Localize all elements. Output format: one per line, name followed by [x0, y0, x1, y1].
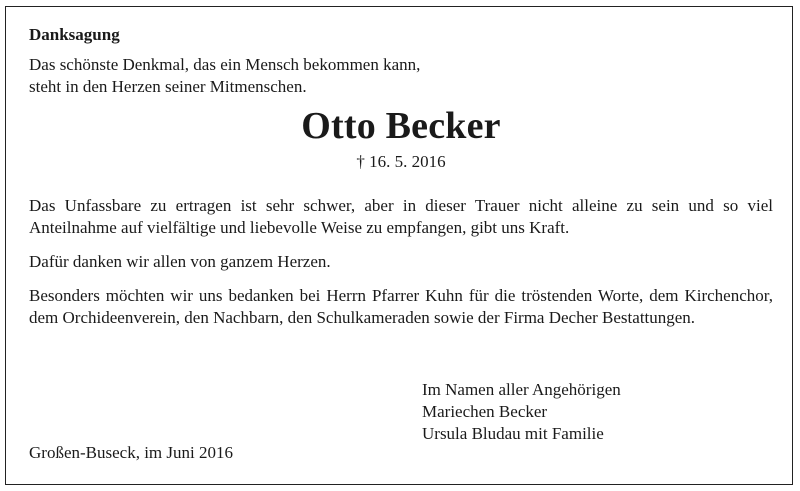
death-date: † 16. 5. 2016	[356, 152, 446, 171]
place-date: Großen-Buseck, im Juni 2016	[29, 443, 233, 462]
notice-heading: Danksagung	[29, 25, 120, 44]
signer-line: Mariechen Becker	[422, 402, 548, 421]
gratitude-paragraph: Das Unfassbare zu ertragen ist sehr schwer, aber in dieser Trauer nicht alleine zu sein und so viel Anteilnahme auf vielfältige und liebevolle Weise zu empfangen, gibt uns Kraft.	[29, 196, 773, 237]
signer-line: Ursula Bludau mit Familie	[422, 424, 604, 443]
memorial-quote	[29, 54, 773, 98]
special-thanks-paragraph: Besonders möchten wir uns bedanken bei Herrn Pfarrer Kuhn für die tröstenden Worte, dem Kirchenchor, dem Orchideenverein, den Nachbarn, den Schulkameraden sowie der Firma Decher Bestattungen.	[29, 286, 773, 327]
signer-line: Im Namen aller Angehörigen	[422, 380, 621, 399]
signers-block	[422, 379, 621, 445]
thanks-paragraph: Dafür danken wir allen von ganzem Herzen.	[29, 252, 331, 271]
quote-line: Das schönste Denkmal, das ein Mensch bekommen kann,	[29, 55, 421, 74]
quote-line: steht in den Herzen seiner Mitmenschen.	[29, 77, 307, 96]
notice-content	[29, 24, 773, 462]
deceased-name: Otto Becker	[301, 105, 501, 147]
